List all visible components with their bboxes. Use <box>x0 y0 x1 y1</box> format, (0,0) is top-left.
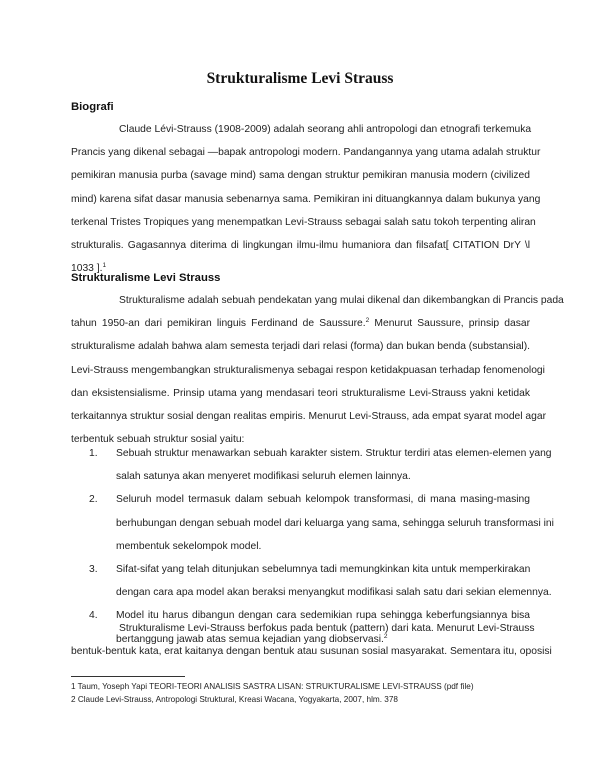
text-line: Prancis yang dikenal sebagai —bapak antropologi modern. Pandangannya yang utama adalah struktur <box>71 147 541 159</box>
section-heading-strukturalisme: Strukturalisme Levi Strauss <box>71 272 221 284</box>
page-title: Strukturalisme Levi Strauss <box>206 70 394 87</box>
paragraph-closing <box>71 617 552 663</box>
footnote-ref[interactable]: 1 <box>102 262 107 270</box>
text-line: dengan cara apa model akan beraksi menyangkut modifikasi salah satu dari sekian elemennya. <box>116 587 552 599</box>
footnote-2: 2 Claude Levi-Strauss, Antropologi Struktural, Kreasi Wacana, Yogyakarta, 2007, hlm. 378 <box>71 695 398 704</box>
text-fragment: bertanggung jawab atas semua kejadian yang diobservasi. <box>116 633 384 645</box>
text-line <box>71 312 530 335</box>
text-line: bentuk-bentuk kata, erat kaitanya dengan bentuk atau susunan sosial masyarakat. Sementara itu, oposisi <box>71 646 552 658</box>
text-line: Claude Lévi-Strauss (1908-2009) adalah seorang ahli antropologi dan etnografi terkemuka <box>119 124 532 135</box>
text-line: Strukturalisme Levi-Strauss berfokus pada bentuk (pattern) dari kata. Menurut Levi-Strauss <box>119 623 535 634</box>
text-line: Seluruh model termasuk dalam sebuah kelompok transformasi, di mana masing-masing <box>116 494 530 506</box>
text-line: Sifat-sifat yang telah ditunjukan sebelumnya tadi memungkinkan kita untuk memperkirakan <box>116 563 531 575</box>
text-line: mind) karena sifat dasar manusia sebenarnya sama. Pemikiran ini dituangkannya dalam bukunya yang <box>71 193 541 205</box>
list-number: 3. <box>89 563 98 575</box>
footnote-ref[interactable]: 2 <box>383 632 388 640</box>
list-number: 4. <box>89 610 98 622</box>
text-line: dan eksistensialisme. Prinsip utama yang mendasari teori strukturalisme Levi-Strauss yakni ketidak <box>71 387 530 399</box>
text-line: terkaitannya struktur sosial dengan realitas empiris. Menurut Levi-Strauss, ada empat syarat model agar <box>71 410 547 422</box>
text-line: strukturalis. Gagasannya diterima di lingkungan ilmu-ilmu humaniora dan filsafat[ CITATION DrY \l <box>71 239 530 251</box>
text-line: salah satunya akan menyeret modifikasi seluruh elemen lainnya. <box>116 471 411 483</box>
paragraph-biografi <box>71 118 541 280</box>
text-line: pemikiran manusia purba (savage mind) sama dengan struktur pemikiran manusia modern (civilized <box>71 170 530 182</box>
list-number: 1. <box>89 448 98 459</box>
text-line: membentuk sekelompok model. <box>116 540 262 552</box>
text-line: berhubungan dengan sebuah model dari keluarga yang sama, sehingga seluruh transformasi ini <box>116 517 554 529</box>
text-line: Model itu harus dibangun dengan cara sedemikian rupa sehingga keberfungsiannya bisa <box>116 610 530 622</box>
paragraph-intro <box>71 289 564 451</box>
section-heading-biografi: Biografi <box>71 101 114 113</box>
text-line: terkenal Tristes Tropiques yang menempatkan Levi-Strauss sebagai salah satu tokoh terpenting aliran <box>71 216 536 228</box>
text-line: Sebuah struktur menawarkan sebuah karakter sistem. Struktur terdiri atas elemen-elemen yang <box>116 448 552 459</box>
text-fragment: tahun 1950-an dari pemikiran linguis Ferdinand de Saussure. <box>71 318 366 330</box>
list-item <box>71 488 554 558</box>
footnote-divider <box>71 676 185 677</box>
list-item <box>71 442 552 488</box>
text-line: strukturalisme adalah bahwa alam semesta terjadi dari relasi (forma) dan bukan benda (substansial). <box>71 341 531 353</box>
text-line: Levi-Strauss mengembangkan strukturalismenya sebagai respon ketidakpuasan terhadap fenomenologi <box>71 364 545 376</box>
text-line: Strukturalisme adalah sebuah pendekatan yang mulai dikenal dan dikembangkan di Prancis pada <box>119 295 564 306</box>
text-line: terbentuk sebuah struktur sosial yaitu: <box>71 434 245 446</box>
list-number: 2. <box>89 494 98 506</box>
text-fragment: Menurut Saussure, prinsip dasar <box>374 318 530 330</box>
footnote-1: 1 Taum, Yoseph Yapi TEORI-TEORI ANALISIS SASTRA LISAN: STRUKTURALISME LEVI-STRAUSS (pdf file) <box>71 682 474 691</box>
footnote-ref[interactable]: 2 <box>365 317 370 325</box>
list-item <box>71 558 552 604</box>
text-fragment: 1033 ]. <box>71 263 103 275</box>
